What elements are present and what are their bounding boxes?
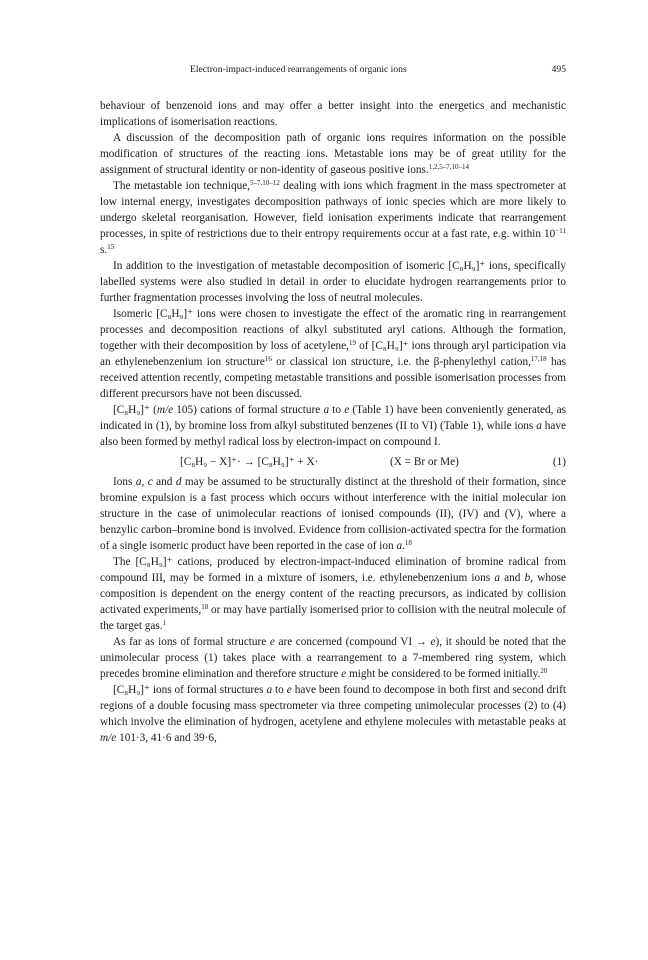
article-body xyxy=(100,98,566,746)
reference-superscript: 20 xyxy=(540,667,548,675)
paragraph-7: Ions a, c and d may be assumed to be structurally distinct at the threshold of their formation, since bromine expulsion is a fast process which occurs without interference with the initial molecular ion structure in the case of unimolecular reactions of ionised compounds (II), (IV) and (V), where a benzylic carbon–bromine bond is involved. Evidence from collision-activated spectra for the formation of a single isomeric product have been reported in the case of ion a.$^{18}$ xyxy=(100,476,567,552)
reference-superscript: 1,2,5–7,10–14 xyxy=(428,163,469,171)
page-header xyxy=(100,62,566,78)
paragraph-3: The metastable ion technique,$^{5-7,10-12}$ dealing with ions which fragment in the mass spectrometer at low internal energy, investigates decomposition pathways of ionic species which are more likely to undergo skeletal reorganisation. However, field ionisation experiments indicate that rearrangement processes, in spite of restrictions due to their entropy requirements occur at a fast rate, e.g. within $10^{-11}$ s.$^{15}$ xyxy=(100,179,566,256)
page-number: 495 xyxy=(551,64,566,75)
running-title: Electron-impact-induced rearrangements of organic ions xyxy=(190,64,407,75)
equation-condition: (X = Br or Me) xyxy=(390,456,459,468)
paragraph-5: Isomeric [C₈H₉]⁺ ions were chosen to investigate the effect of the aromatic ring in rearrangement processes and decomposition reactions of alkyl substituted aryl cations. Although the formation, together with their decomposition by loss of acetylene,$^{19}$ of [C₈H₉]⁺ ions through aryl participation via an ethylenebenzenium ion structure$^{16}$ or classical ion structure, i.e. the β-phenylethyl cation,$^{17,18}$ has received attention recently, competing metastable transitions and possible isomerisation processes from different precursors have not been discussed. xyxy=(100,308,566,400)
paragraph-8: The [C₈H₉]⁺ cations, produced by electron-impact-induced elimination of bromine radical from compound III, may be formed in a mixture of isomers, i.e. ethylenebenzenium ions a and b, whose composition is dependent on the energy content of the reacting precursors, as indicated by collision activated experiments,$^{18}$ or may have partially isomerised prior to collision with the neutral molecule of the target gas.$^1$ xyxy=(100,556,566,632)
reference-superscript: 15 xyxy=(107,243,115,251)
journal-page xyxy=(100,62,566,746)
exponent: −11 xyxy=(555,227,566,235)
reference-superscript: 18 xyxy=(201,603,209,611)
equation-formula: [C₈H₉ − X]⁺· → [C₈H₉]⁺ + X· xyxy=(180,456,319,468)
reference-superscript: 17,18 xyxy=(530,355,547,363)
paragraph-10: [C₈H₉]⁺ ions of formal structures a to e have been found to decompose in both first and second drift regions of a double focusing mass spectrometer via three competing unimolecular processes (2) to (4) which involve the elimination of hydrogen, acetylene and ethylene molecules with metastable peaks at m/e 101·3, 41·6 and 39·6, xyxy=(100,684,566,744)
reference-superscript: 1 xyxy=(162,619,167,627)
paragraph-9: As far as ions of formal structure e are concerned (compound VI → e), it should be noted that the unimolecular process (1) takes place with a rearrangement to a 7-membered ring system, which precedes bromine elimination and therefore structure e might be considered to be formed initially.$^{20}$ xyxy=(100,636,566,680)
reference-superscript: 19 xyxy=(349,339,356,347)
paragraph-6: [C₈H₉]⁺ (m/e 105) cations of formal structure a to e (Table 1) have been conveniently generated, as indicated in (1), by bromine loss from alkyl substituted benzenes (II to VI) (Table 1), while ions a have also been formed by methyl radical loss by electron-impact on compound I. xyxy=(100,404,566,448)
reference-superscript: 16 xyxy=(264,355,272,363)
equation-1 xyxy=(100,452,566,472)
paragraph-1: behaviour of benzenoid ions and may offer a better insight into the energetics and mechanistic implications of isomerisation reactions. xyxy=(100,100,566,128)
paragraph-4: In addition to the investigation of metastable decomposition of isomeric [C₈H₉]⁺ ions, specifically labelled systems were also studied in detail in order to elucidate hydrogen rearrangements prior to further fragmentation processes involving the loss of neutral molecules. xyxy=(100,260,566,304)
equation-number: (1) xyxy=(552,456,566,468)
paragraph-2: A discussion of the decomposition path of organic ions requires information on the possible modification of structures of the reacting ions. Metastable ions may be of great utility for the assignment of structural identity or non-identity of gaseous positive ions.$^{1,2,5-7,10-14}$ xyxy=(100,132,566,176)
reference-superscript: 18 xyxy=(404,539,412,547)
reference-superscript: 5–7,10–12 xyxy=(250,179,280,187)
